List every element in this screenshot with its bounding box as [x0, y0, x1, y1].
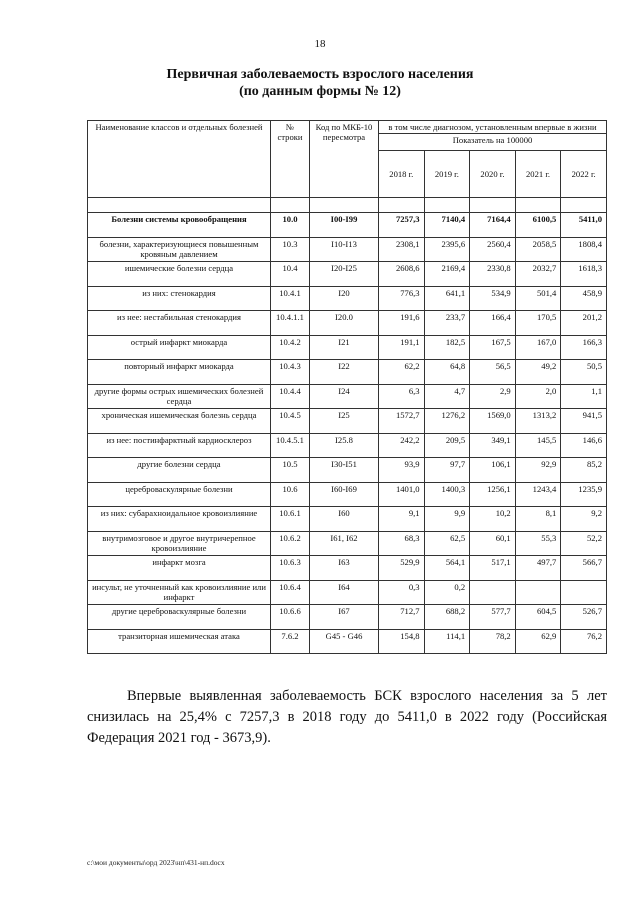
cell-code: I63 — [310, 556, 379, 581]
cell-row-num: 10.4 — [271, 262, 310, 287]
cell-value: 97,7 — [424, 458, 470, 483]
table-row — [88, 580, 607, 605]
cell-code: I30-I51 — [310, 458, 379, 483]
cell-row-num: 10.4.4 — [271, 384, 310, 409]
cell-value: 497,7 — [515, 556, 561, 581]
cell-value: 712,7 — [379, 605, 425, 630]
cell-value: 56,5 — [470, 360, 516, 385]
cell-value: 78,2 — [470, 629, 516, 654]
cell-row-num: 10.4.5.1 — [271, 433, 310, 458]
cell-row-num: 10.4.2 — [271, 335, 310, 360]
cell-name: из них: стенокардия — [88, 286, 271, 311]
table-row — [88, 556, 607, 581]
cell-value: 564,1 — [424, 556, 470, 581]
cell-value: 209,5 — [424, 433, 470, 458]
cell-value: 64,8 — [424, 360, 470, 385]
cell-value: 526,7 — [561, 605, 607, 630]
cell-value: 9,1 — [379, 507, 425, 532]
title-line-2: (по данным формы № 12) — [239, 84, 401, 99]
cell-value: 6,3 — [379, 384, 425, 409]
cell-code: I25.8 — [310, 433, 379, 458]
cell-name: из нее: постинфарктный кардиосклероз — [88, 433, 271, 458]
cell-code: G45 - G46 — [310, 629, 379, 654]
table-row — [88, 433, 607, 458]
cell-code: I60-I69 — [310, 482, 379, 507]
cell-row-num: 10.0 — [271, 213, 310, 238]
cell-name: из нее: нестабильная стенокардия — [88, 311, 271, 336]
cell-code: I67 — [310, 605, 379, 630]
cell-value: 55,3 — [515, 531, 561, 556]
table-body — [88, 198, 607, 654]
cell-name: внутримозговое и другое внутричерепное кровоизлияние — [88, 531, 271, 556]
cell-name: другие формы острых ишемических болезней сердца — [88, 384, 271, 409]
cell-value: 688,2 — [424, 605, 470, 630]
title-line-1: Первичная заболеваемость взрослого населения — [166, 67, 474, 82]
cell-name: Болезни системы кровообращения — [88, 213, 271, 238]
cell-value: 776,3 — [379, 286, 425, 311]
cell-value: 941,5 — [561, 409, 607, 434]
cell-value: 92,9 — [515, 458, 561, 483]
cell-value: 1618,3 — [561, 262, 607, 287]
cell-row-num: 10.6.1 — [271, 507, 310, 532]
cell-value: 1572,7 — [379, 409, 425, 434]
table-row — [88, 629, 607, 654]
cell-value: 8,1 — [515, 507, 561, 532]
summary-paragraph: Впервые выявленная заболеваемость БСК взрослого населения за 5 лет снизилась на 25,4% с 7257,3 в 2018 году до 5411,0 в 2022 году (Российская Федерация 2021 год - 3673,9). — [87, 688, 607, 746]
table-row — [88, 482, 607, 507]
table-row — [88, 335, 607, 360]
cell-value: 182,5 — [424, 335, 470, 360]
cell-code: I60 — [310, 507, 379, 532]
cell-value: 76,2 — [561, 629, 607, 654]
header-group: в том числе диагнозом, установленным впервые в жизни — [379, 121, 607, 134]
table-row — [88, 360, 607, 385]
cell-value: 201,2 — [561, 311, 607, 336]
cell-value: 85,2 — [561, 458, 607, 483]
cell-code: I61, I62 — [310, 531, 379, 556]
cell-value: 349,1 — [470, 433, 516, 458]
cell-value: 641,1 — [424, 286, 470, 311]
table-row — [88, 262, 607, 287]
cell-value: 5411,0 — [561, 213, 607, 238]
cell-value: 60,1 — [470, 531, 516, 556]
cell-code: I24 — [310, 384, 379, 409]
cell-row-num: 10.3 — [271, 237, 310, 262]
page-number: 18 — [314, 38, 326, 50]
cell-code: I21 — [310, 335, 379, 360]
table-row — [88, 213, 607, 238]
cell-value: 0,2 — [424, 580, 470, 605]
cell-value: 2608,6 — [379, 262, 425, 287]
cell-value: 517,1 — [470, 556, 516, 581]
cell-value: 566,7 — [561, 556, 607, 581]
cell-value: 7164,4 — [470, 213, 516, 238]
cell-value: 93,9 — [379, 458, 425, 483]
cell-value — [515, 580, 561, 605]
cell-name: цереброваскулярные болезни — [88, 482, 271, 507]
cell-code: I00-I99 — [310, 213, 379, 238]
cell-name: другие цереброваскулярные болезни — [88, 605, 271, 630]
cell-name: из них: субарахноидальное кровоизлияние — [88, 507, 271, 532]
cell-name: хроническая ишемическая болезнь сердца — [88, 409, 271, 434]
header-year: 2019 г. — [424, 151, 470, 198]
cell-value: 2058,5 — [515, 237, 561, 262]
cell-value — [470, 580, 516, 605]
table-row — [88, 237, 607, 262]
cell-value: 49,2 — [515, 360, 561, 385]
cell-value: 2560,4 — [470, 237, 516, 262]
cell-value: 2395,6 — [424, 237, 470, 262]
table-spacer-row — [88, 198, 607, 213]
cell-value: 501,4 — [515, 286, 561, 311]
cell-value: 62,9 — [515, 629, 561, 654]
cell-value: 146,6 — [561, 433, 607, 458]
cell-value: 167,5 — [470, 335, 516, 360]
cell-value: 62,2 — [379, 360, 425, 385]
cell-value: 233,7 — [424, 311, 470, 336]
cell-value: 2,0 — [515, 384, 561, 409]
cell-value: 1235,9 — [561, 482, 607, 507]
cell-value: 1,1 — [561, 384, 607, 409]
table-row — [88, 531, 607, 556]
cell-value: 1243,4 — [515, 482, 561, 507]
cell-row-num: 10.6.3 — [271, 556, 310, 581]
cell-value: 166,3 — [561, 335, 607, 360]
cell-value: 145,5 — [515, 433, 561, 458]
cell-code: I20 — [310, 286, 379, 311]
cell-value: 1313,2 — [515, 409, 561, 434]
cell-value: 10,2 — [470, 507, 516, 532]
cell-value: 167,0 — [515, 335, 561, 360]
cell-name: инфаркт мозга — [88, 556, 271, 581]
cell-value: 1569,0 — [470, 409, 516, 434]
header-year: 2022 г. — [561, 151, 607, 198]
cell-value — [561, 580, 607, 605]
cell-row-num: 10.6.2 — [271, 531, 310, 556]
header-year: 2021 г. — [515, 151, 561, 198]
cell-value: 191,6 — [379, 311, 425, 336]
table-row — [88, 458, 607, 483]
header-code: Код по МКБ-10 пересмотра — [310, 121, 379, 198]
cell-value: 191,1 — [379, 335, 425, 360]
cell-value: 9,9 — [424, 507, 470, 532]
cell-name: острый инфаркт миокарда — [88, 335, 271, 360]
cell-name: повторный инфаркт миокарда — [88, 360, 271, 385]
header-year: 2018 г. — [379, 151, 425, 198]
cell-value: 1276,2 — [424, 409, 470, 434]
cell-value: 154,8 — [379, 629, 425, 654]
cell-value: 1808,4 — [561, 237, 607, 262]
cell-value: 604,5 — [515, 605, 561, 630]
cell-name: ишемические болезни сердца — [88, 262, 271, 287]
cell-value: 1256,1 — [470, 482, 516, 507]
cell-row-num: 10.4.1 — [271, 286, 310, 311]
cell-value: 1401,0 — [379, 482, 425, 507]
cell-value: 2,9 — [470, 384, 516, 409]
cell-value: 52,2 — [561, 531, 607, 556]
cell-code: I64 — [310, 580, 379, 605]
table-row — [88, 507, 607, 532]
cell-value: 0,3 — [379, 580, 425, 605]
cell-value: 4,7 — [424, 384, 470, 409]
cell-row-num: 10.4.3 — [271, 360, 310, 385]
cell-code: I20-I25 — [310, 262, 379, 287]
cell-value: 2308,1 — [379, 237, 425, 262]
cell-code: I22 — [310, 360, 379, 385]
page-title — [0, 66, 640, 100]
cell-value: 68,3 — [379, 531, 425, 556]
header-name: Наименование классов и отдельных болезней — [88, 121, 271, 198]
cell-value: 1400,3 — [424, 482, 470, 507]
cell-value: 6100,5 — [515, 213, 561, 238]
table-row — [88, 286, 607, 311]
cell-value: 2330,8 — [470, 262, 516, 287]
cell-row-num: 10.4.1.1 — [271, 311, 310, 336]
table-row — [88, 311, 607, 336]
cell-name: другие болезни сердца — [88, 458, 271, 483]
table-row — [88, 384, 607, 409]
table-row — [88, 605, 607, 630]
cell-row-num: 10.6.4 — [271, 580, 310, 605]
cell-code: I10-I13 — [310, 237, 379, 262]
cell-name: болезни, характеризующиеся повышенным кровяным давлением — [88, 237, 271, 262]
cell-row-num: 10.6 — [271, 482, 310, 507]
cell-value: 114,1 — [424, 629, 470, 654]
cell-value: 106,1 — [470, 458, 516, 483]
table-row — [88, 409, 607, 434]
cell-value: 7257,3 — [379, 213, 425, 238]
cell-row-num: 10.5 — [271, 458, 310, 483]
cell-value: 9,2 — [561, 507, 607, 532]
cell-value: 577,7 — [470, 605, 516, 630]
cell-row-num: 10.4.5 — [271, 409, 310, 434]
cell-value: 2032,7 — [515, 262, 561, 287]
header-indicator: Показатель на 100000 — [379, 134, 607, 151]
cell-value: 529,9 — [379, 556, 425, 581]
cell-name: инсульт, не уточненный как кровоизлияние или инфаркт — [88, 580, 271, 605]
cell-value: 242,2 — [379, 433, 425, 458]
header-row-num: № строки — [271, 121, 310, 198]
cell-value: 166,4 — [470, 311, 516, 336]
cell-value: 2169,4 — [424, 262, 470, 287]
morbidity-table — [87, 120, 607, 654]
header-year: 2020 г. — [470, 151, 516, 198]
footer-file-path: c:\мои документы\орд 2023\нп\431-нп.docx — [87, 858, 225, 867]
cell-row-num: 7.6.2 — [271, 629, 310, 654]
cell-value: 534,9 — [470, 286, 516, 311]
cell-value: 50,5 — [561, 360, 607, 385]
cell-value: 170,5 — [515, 311, 561, 336]
cell-value: 62,5 — [424, 531, 470, 556]
cell-code: I20.0 — [310, 311, 379, 336]
cell-code: I25 — [310, 409, 379, 434]
cell-value: 458,9 — [561, 286, 607, 311]
cell-row-num: 10.6.6 — [271, 605, 310, 630]
cell-value: 7140,4 — [424, 213, 470, 238]
cell-name: транзиторная ишемическая атака — [88, 629, 271, 654]
